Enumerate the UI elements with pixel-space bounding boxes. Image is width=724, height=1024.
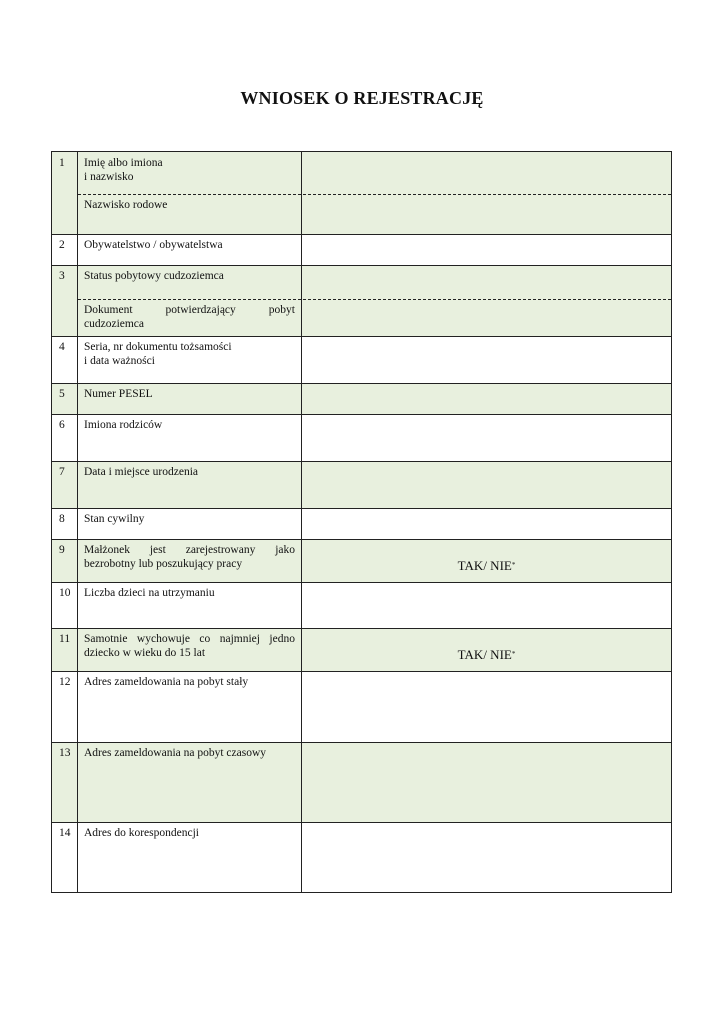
row-number: 2 <box>59 239 65 251</box>
field-input-residence-status[interactable] <box>302 266 671 299</box>
row-number: 8 <box>59 513 65 525</box>
field-label-line: dziecko w wieku do 15 lat <box>84 647 206 659</box>
field-input-id-document[interactable] <box>302 337 671 383</box>
row-number: 1 <box>59 157 65 169</box>
field-label-line: Dokument potwierdzający pobyt <box>84 304 295 316</box>
field-label-line: Samotnie wychowuje co najmniej jedno <box>84 633 295 645</box>
field-input-pesel[interactable] <box>302 384 671 414</box>
field-input-correspondence-address[interactable] <box>302 823 671 892</box>
field-label-line: i data ważności <box>84 355 155 367</box>
field-input-residence-document[interactable] <box>302 300 671 336</box>
row-number: 11 <box>59 633 71 645</box>
footnote-marker: * <box>511 561 516 569</box>
field-label-correspondence-address: Adres do korespondencji <box>84 827 199 839</box>
row-number: 14 <box>59 827 71 839</box>
field-label-pesel: Numer PESEL <box>84 388 153 400</box>
field-input-marital-status[interactable] <box>302 509 671 539</box>
field-label-residence-document <box>78 299 301 331</box>
field-label-marital-status: Stan cywilny <box>84 513 145 525</box>
field-input-name[interactable] <box>302 152 671 194</box>
field-input-birth-date-place[interactable] <box>302 462 671 508</box>
answer-text: TAK/ NIE <box>457 558 512 573</box>
field-label-line: i nazwisko <box>84 171 134 183</box>
answer-text: TAK/ NIE <box>457 647 512 662</box>
field-label-id-document <box>78 336 301 368</box>
form-title: WNIOSEK O REJESTRACJĘ <box>240 88 484 108</box>
field-label-temporary-address: Adres zameldowania na pobyt czasowy <box>84 747 267 759</box>
field-input-temporary-address[interactable] <box>302 743 671 822</box>
answer-yes-no[interactable] <box>302 637 671 673</box>
row-number: 9 <box>59 544 65 556</box>
field-label-birth-date-place: Data i miejsce urodzenia <box>84 466 198 478</box>
field-label-single-parent <box>78 628 301 660</box>
answer-yes-no[interactable] <box>302 548 671 584</box>
field-label-citizenship: Obywatelstwo / obywatelstwa <box>84 239 223 251</box>
field-label-line: Małżonek jest zarejestrowany jako <box>84 544 295 556</box>
field-label-spouse-unemployed <box>78 539 301 571</box>
row-number: 3 <box>59 270 65 282</box>
row-number: 6 <box>59 419 65 431</box>
field-label-residence-status: Status pobytowy cudzoziemca <box>84 270 224 282</box>
row-number: 5 <box>59 388 65 400</box>
row-number: 10 <box>59 587 71 599</box>
footnote-marker: * <box>511 650 516 658</box>
field-input-children-count[interactable] <box>302 583 671 628</box>
field-label-line: Imię albo imiona <box>84 157 163 169</box>
field-label-permanent-address: Adres zameldowania na pobyt stały <box>84 676 249 688</box>
row-number: 7 <box>59 466 65 478</box>
row-number: 13 <box>59 747 71 759</box>
field-label-name <box>78 152 301 184</box>
field-label-children-count: Liczba dzieci na utrzymaniu <box>84 587 215 599</box>
field-input-parents-names[interactable] <box>302 415 671 461</box>
field-input-citizenship[interactable] <box>302 235 671 265</box>
row-number: 12 <box>59 676 71 688</box>
field-input-permanent-address[interactable] <box>302 672 671 742</box>
field-label-parents-names: Imiona rodziców <box>84 419 163 431</box>
field-label-line: bezrobotny lub poszukujący pracy <box>84 558 243 570</box>
row-number: 4 <box>59 341 65 353</box>
registration-form-table <box>51 151 672 893</box>
field-label-line: Seria, nr dokumentu tożsamości <box>84 341 232 353</box>
field-label-line: cudzoziemca <box>84 318 145 330</box>
field-label-family-name: Nazwisko rodowe <box>84 199 168 211</box>
field-input-family-name[interactable] <box>302 195 671 234</box>
